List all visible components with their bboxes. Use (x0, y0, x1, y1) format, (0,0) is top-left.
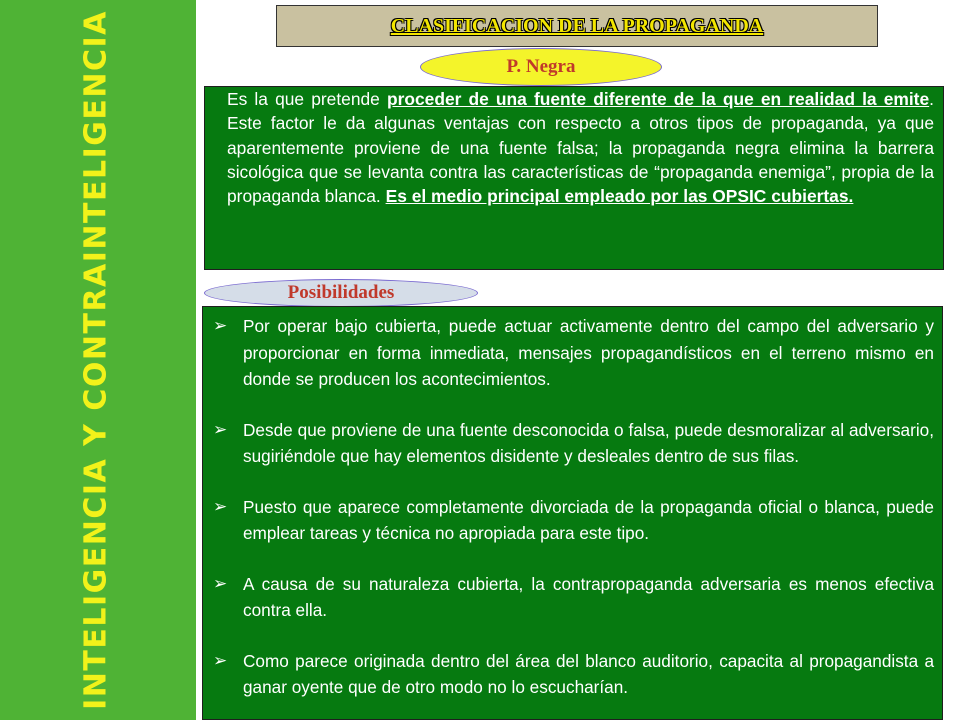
list-item (213, 648, 934, 701)
list-item (213, 494, 934, 547)
list-item-text: A causa de su naturaleza cubierta, la contrapropaganda adversaria es menos efectiva contra ella. (243, 573, 934, 620)
list-item (213, 417, 934, 470)
list-item-text: Desde que proviene de una fuente desconocida o falsa, puede desmoralizar al adversario, sugiriéndole que hay elementos disidente y desleales dentro de sus filas. (243, 419, 934, 466)
arrow-bullet-icon: ➢ (213, 573, 228, 594)
arrow-bullet-icon: ➢ (213, 419, 228, 440)
list-item (213, 571, 934, 624)
possibilities-list (213, 313, 934, 701)
definition-text (227, 87, 934, 208)
section-label-pill: P. Negra (420, 48, 662, 86)
definition-highlight-2: Es el medio principal empleado por las OPSIC cubiertas. (385, 186, 854, 207)
definition-highlight-1: proceder de una fuente diferente de la que en realidad la emite (386, 89, 930, 109)
list-item (213, 313, 934, 393)
sidebar-title: INTELIGENCIA Y CONTRAINTELIGENCIA (78, 10, 114, 710)
list-item-text: Como parece originada dentro del área del blanco auditorio, capacita al propagandista a ganar oyente que de otro modo no lo escucharían. (243, 650, 934, 697)
definition-box (204, 86, 944, 270)
page-title: CLASIFICACION DE LA PROPAGANDA (390, 14, 764, 37)
header-title-box (276, 5, 878, 47)
arrow-bullet-icon: ➢ (213, 316, 228, 336)
definition-part-1: Es la que pretende (227, 89, 387, 109)
sidebar (0, 0, 196, 720)
definition-part-2: . Este factor le da algunas ventajas con respecto a otros tipos de propaganda, ya que aparentemente proviene de una fuente falsa; la propaganda negra elimina la barrera sicológica que se levanta contra las características de “propaganda enemiga”, propia de la propaganda blanca. (227, 89, 934, 207)
arrow-bullet-icon: ➢ (213, 496, 228, 517)
list-item-text: Puesto que aparece completamente divorciada de la propaganda oficial o blanca, puede emplear tareas y técnica no apropiada para este tipo. (243, 496, 934, 543)
list-item-text: Por operar bajo cubierta, puede actuar activamente dentro del campo del adversario y proporcionar en forma inmediata, mensajes propagandísticos en el terreno mismo en donde se producen los acontecimientos. (243, 316, 934, 389)
possibilities-label-pill: Posibilidades (204, 279, 478, 307)
arrow-bullet-icon: ➢ (213, 650, 228, 671)
possibilities-box (202, 306, 943, 720)
